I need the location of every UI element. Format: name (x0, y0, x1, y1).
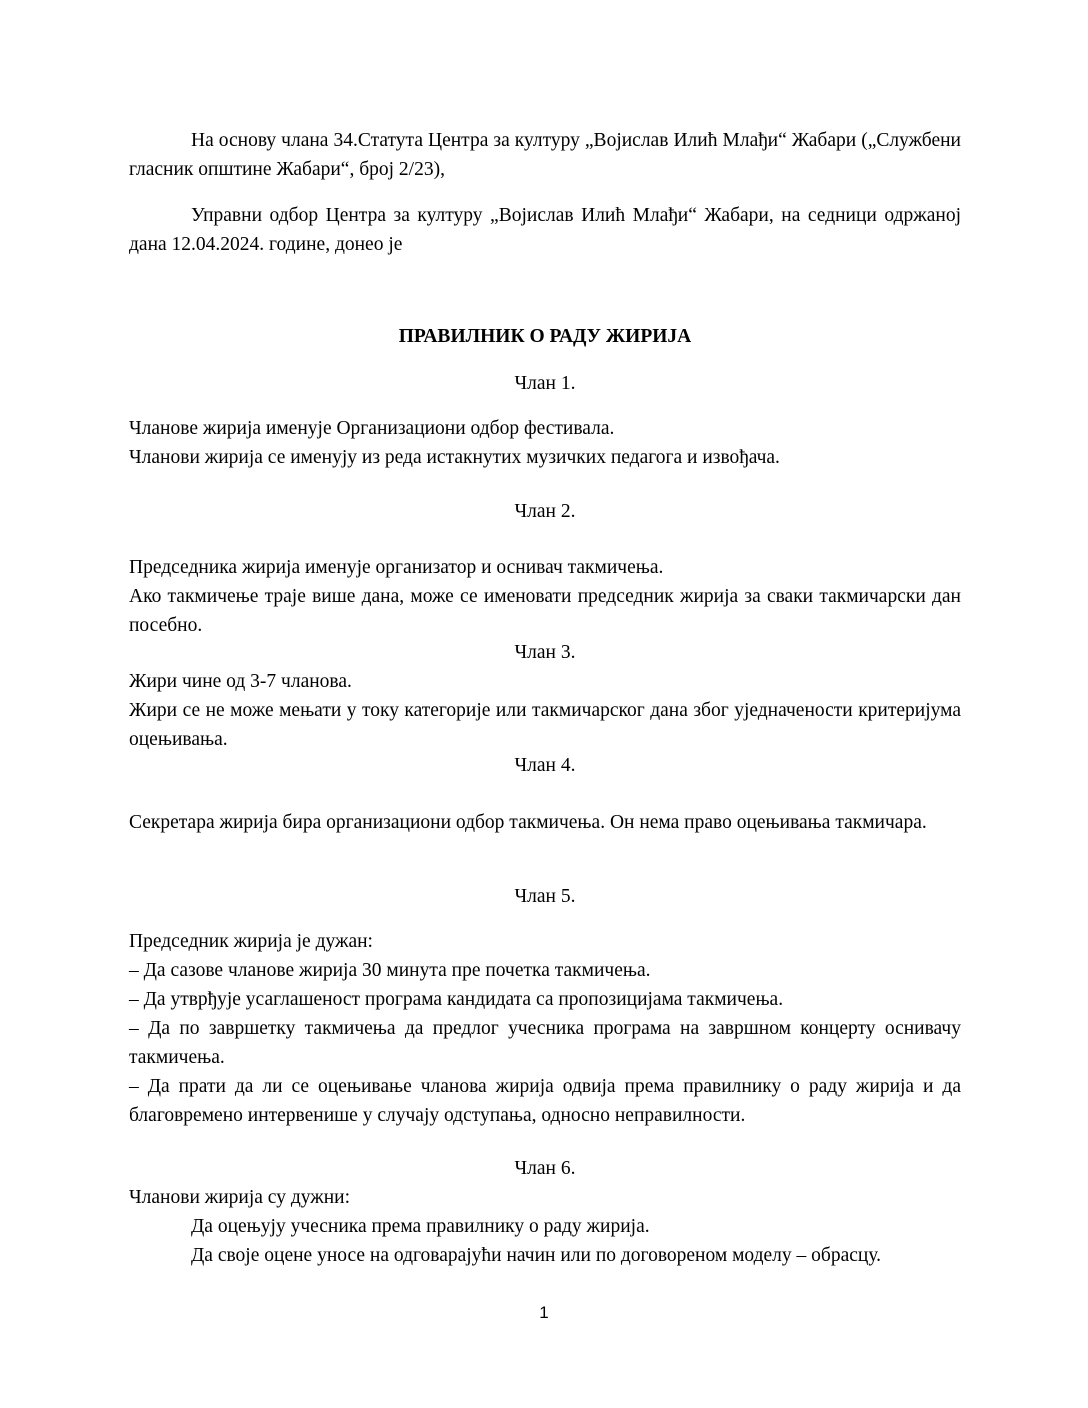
preamble-paragraph-2: Управни одбор Центра за културу „Војислав Илић Млађи“ Жабари, на седници одржаној дана 12.04.2024. године, донео је (129, 205, 961, 255)
article-2-line-1: Председника жирија именује организатор и оснивач такмичења. (129, 557, 664, 578)
article-2-heading: Члан 2. (514, 501, 576, 522)
article-5-line-3: – Да утврђује усаглашеност програма кандидата са пропозицијама такмичења. (129, 989, 784, 1010)
article-5-line-2: – Да сазове чланове жирија 30 минута пре почетка такмичења. (129, 960, 651, 981)
article-2-body (129, 553, 961, 640)
article-5-line-1: Председник жирија је дужан: (129, 931, 373, 952)
article-6-line-2: Да оцењују учесника према правилнику о раду жирија. (191, 1216, 650, 1237)
article-5-line-4: – Да по завршетку такмичења да предлог учесника програма на завршном концерту оснивачу такмичења. (129, 1018, 961, 1068)
article-3-line-1: Жири чине од 3-7 чланова. (129, 671, 352, 692)
article-6-line-3: Да своје оцене уносе на одговарајући начин или по договореном моделу – обрасцу. (191, 1245, 882, 1266)
article-4-line-1: Секретара жирија бира организациони одбор такмичења. Он нема право оцењивања такмичара. (129, 812, 927, 833)
article-6-line-1: Чланови жирија су дужни: (129, 1187, 351, 1208)
article-5-heading: Члан 5. (514, 886, 576, 907)
article-5-body (129, 927, 961, 1130)
article-6-heading: Члан 6. (514, 1158, 576, 1179)
article-1-line-2: Чланови жирија се именују из реда истакнутих музичких педагога и извођача. (129, 447, 780, 468)
article-1-body (129, 414, 961, 472)
article-5-line-5: – Да прати да ли се оцењивање чланова жирија одвија према правилнику о раду жирија и да благовремено интервенише у случају одступања, односно неправилности. (129, 1076, 961, 1126)
article-4-heading: Члан 4. (514, 755, 576, 776)
article-1-heading: Члан 1. (514, 373, 576, 394)
article-3-body (129, 667, 961, 754)
article-2-line-2: Ако такмичење траје више дана, може се именовати председник жирија за сваки такмичарски дан посебно. (129, 586, 961, 636)
article-3-heading: Члан 3. (514, 642, 576, 663)
article-3-line-2: Жири се не може мењати у току категорије или такмичарског дана због уједначености критеријума оцењивања. (129, 700, 961, 750)
preamble-paragraph-1: На основу члана 34.Статута Центра за културу „Војислав Илић Млађи“ Жабари („Службени гласник општине Жабари“, број 2/23), (129, 130, 961, 180)
page-number: 1 (539, 1303, 549, 1322)
document-title: ПРАВИЛНИК О РАДУ ЖИРИЈА (398, 326, 692, 347)
article-4-body (129, 808, 961, 837)
article-1-line-1: Чланове жирија именује Организациони одбор фестивала. (129, 418, 615, 439)
article-6-body (129, 1183, 961, 1270)
